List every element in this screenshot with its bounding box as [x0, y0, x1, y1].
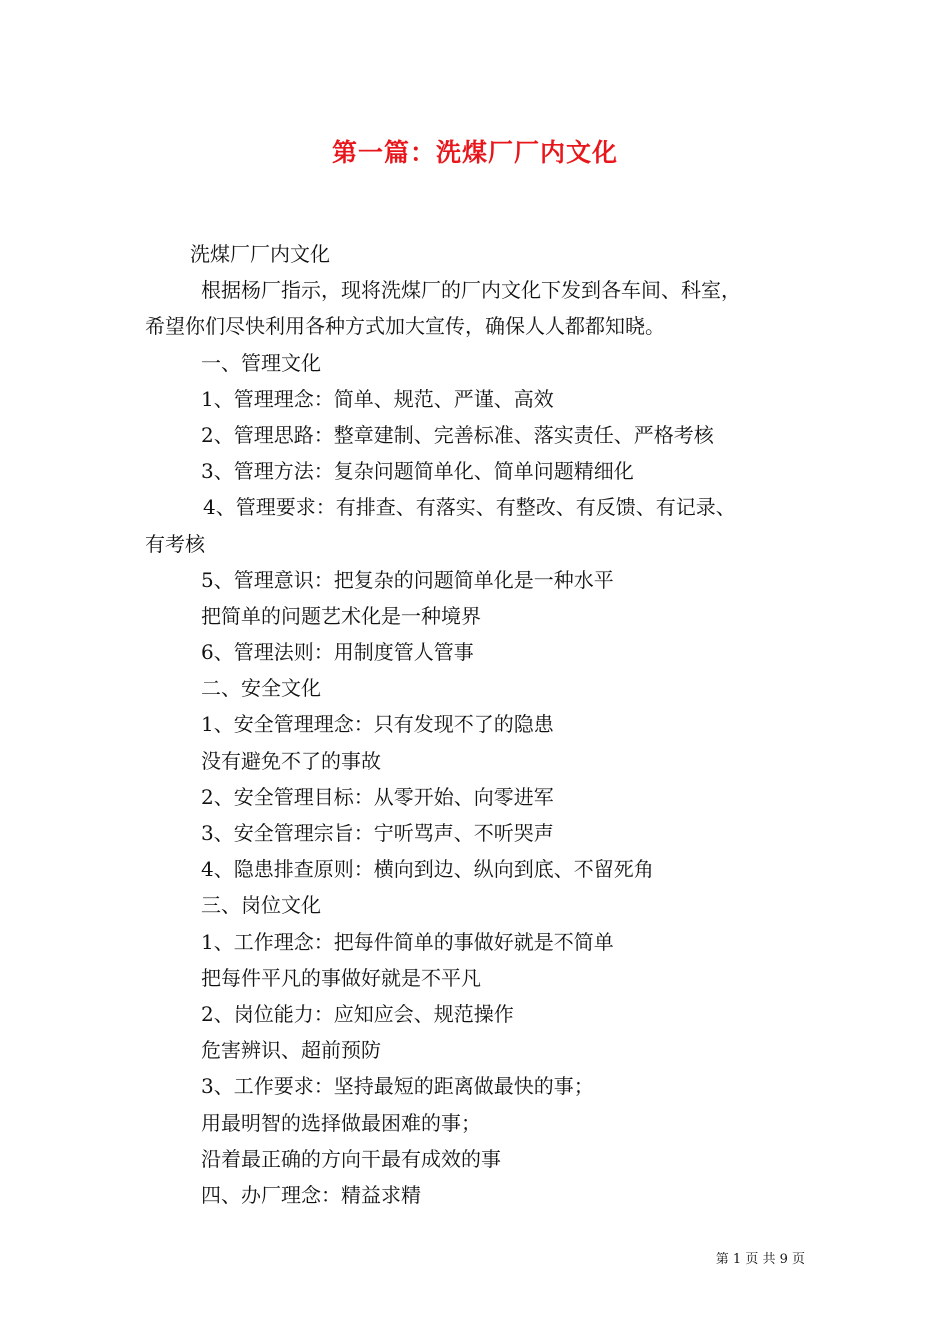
text-line: 5、管理意识：把复杂的问题简单化是一种水平 — [201, 567, 614, 592]
text-line: 用最明智的选择做最困难的事； — [201, 1110, 481, 1135]
text-line: 3、工作要求：坚持最短的距离做最快的事； — [201, 1074, 594, 1099]
text-line: 没有避免不了的事故 — [201, 748, 381, 773]
text-line: 把每件平凡的事做好就是不平凡 — [201, 965, 481, 990]
text-line: 1、安全管理理念：只有发现不了的隐患 — [201, 712, 554, 737]
text-line: 有考核 — [145, 531, 205, 556]
text-line: 三、岗位文化 — [201, 893, 321, 918]
text-line: 2、管理思路：整章建制、完善标准、落实责任、严格考核 — [201, 422, 714, 447]
text-line: 危害辨识、超前预防 — [201, 1038, 381, 1063]
page-title: 第一篇：洗煤厂厂内文化 — [331, 138, 618, 167]
text-line: 4、管理要求：有排查、有落实、有整改、有反馈、有记录、 — [203, 495, 736, 520]
document-body — [145, 236, 815, 1213]
text-line: 6、管理法则：用制度管人管事 — [201, 640, 474, 665]
text-line: 3、管理方法：复杂问题简单化、简单问题精细化 — [201, 459, 634, 484]
text-line: 1、工作理念：把每件简单的事做好就是不简单 — [201, 929, 614, 954]
text-line: 1、管理理念：简单、规范、严谨、高效 — [201, 386, 554, 411]
text-line: 根据杨厂指示，现将洗煤厂的厂内文化下发到各车间、科室， — [201, 278, 741, 303]
text-line: 洗煤厂厂内文化 — [190, 242, 330, 266]
text-line: 四、办厂理念：精益求精 — [201, 1182, 421, 1207]
text-line: 沿着最正确的方向干最有成效的事 — [201, 1146, 501, 1171]
text-line: 二、安全文化 — [201, 676, 321, 701]
text-line: 一、管理文化 — [201, 350, 321, 375]
text-line: 2、岗位能力：应知应会、规范操作 — [201, 1001, 514, 1026]
text-line: 3、安全管理宗旨：宁听骂声、不听哭声 — [201, 821, 554, 845]
text-line: 希望你们尽快利用各种方式加大宣传，确保人人都都知晓。 — [145, 314, 665, 339]
text-line: 4、隐患排查原则：横向到边、纵向到底、不留死角 — [201, 857, 654, 882]
text-line: 2、安全管理目标：从零开始、向零进军 — [201, 784, 554, 809]
page-footer: 第 1 页 共 9 页 — [715, 1252, 805, 1267]
text-line: 把简单的问题艺术化是一种境界 — [201, 603, 481, 628]
